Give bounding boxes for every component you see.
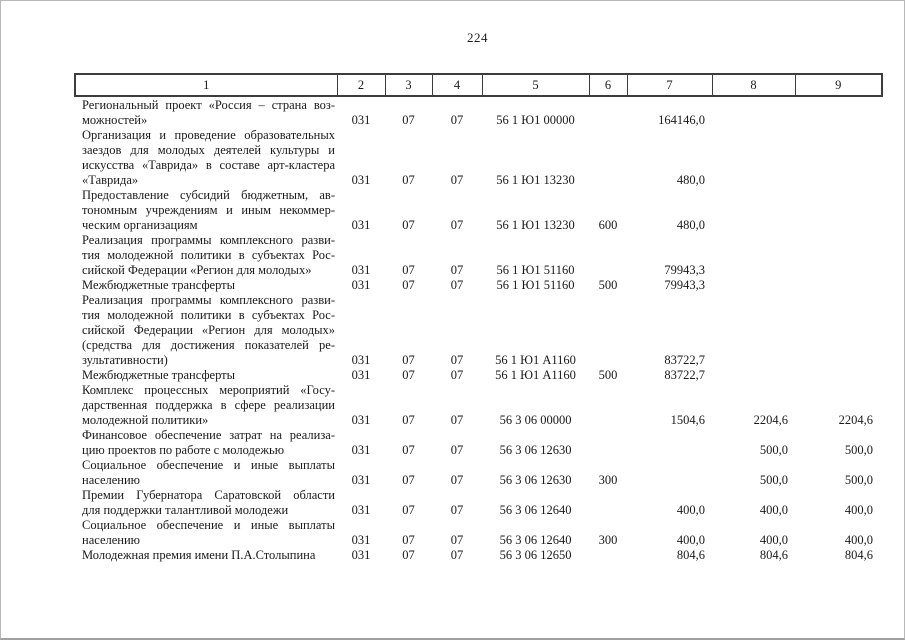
code-cell: 07 (450, 533, 464, 547)
row-title-cell (75, 458, 337, 488)
row-title-line: тономным учреждениям и иным некоммер- (82, 203, 335, 217)
row-title-line: тия молодежной политики в субъектах Рос- (82, 308, 335, 322)
row-title-cell (75, 233, 337, 278)
code-cell: 07 (450, 113, 464, 127)
code-cell: 07 (450, 548, 464, 562)
table-row (75, 458, 882, 488)
amount-cell: 500,0 (759, 473, 788, 487)
code-cell: 07 (402, 473, 415, 487)
code-cell (589, 128, 627, 188)
code-cell: 07 (450, 503, 464, 517)
amount-cell: 480,0 (676, 173, 705, 187)
table-row (75, 518, 882, 548)
amount-cell (627, 428, 712, 458)
amount-cell (712, 96, 795, 128)
row-title-line: Молодежная премия имени П.А.Столыпина (82, 548, 316, 562)
row-title-cell (75, 293, 337, 368)
row-title-line: Социальное обеспечение и иные выплаты (82, 458, 335, 472)
code-cell: 07 (450, 263, 464, 277)
row-title-line: ческим организациям (82, 218, 198, 232)
table-row (75, 233, 882, 278)
code-cell: 56 3 06 12650 (499, 548, 572, 562)
code-cell: 07 (402, 533, 415, 547)
code-cell: 07 (402, 263, 415, 277)
code-cell: 56 1 Ю1 00000 (496, 113, 575, 127)
row-title-cell (75, 518, 337, 548)
amount-cell (712, 233, 795, 278)
code-cell: 031 (351, 113, 371, 127)
amount-cell: 500,0 (844, 473, 873, 487)
row-title-line: Предоставление субсидий бюджетным, ав- (82, 188, 335, 202)
code-cell: 07 (450, 443, 464, 457)
table-row (75, 368, 882, 383)
column-header: 1 (75, 74, 337, 96)
code-cell: 56 3 06 12640 (499, 503, 572, 517)
row-title-line: Межбюджетные трансферты (82, 278, 236, 292)
code-cell: 07 (450, 413, 464, 427)
row-title-line: для поддержки талантливой молодежи (82, 503, 289, 517)
code-cell: 07 (450, 368, 464, 382)
amount-cell: 2204,6 (838, 413, 873, 427)
row-title-line: можностей» (82, 113, 148, 127)
row-title-line: Реализация программы комплексного разви- (82, 233, 335, 247)
amount-cell (795, 96, 882, 128)
row-title-line: Региональный проект «Россия – страна воз- (82, 98, 335, 112)
code-cell: 300 (598, 533, 618, 547)
row-title-line: сийской Федерации «Регион для молодых» (82, 323, 335, 337)
code-cell (589, 383, 627, 428)
row-title-line: дарственная поддержка в сфере реализации (82, 398, 335, 412)
code-cell: 031 (351, 368, 371, 382)
amount-cell: 804,6 (676, 548, 705, 562)
amount-cell: 83722,7 (664, 368, 705, 382)
row-title-cell (75, 96, 337, 128)
code-cell: 031 (351, 413, 371, 427)
amount-cell: 79943,3 (664, 278, 705, 292)
amount-cell: 500,0 (759, 443, 788, 457)
amount-cell: 83722,7 (664, 353, 705, 367)
row-title-cell (75, 128, 337, 188)
table-row (75, 383, 882, 428)
amount-cell (712, 293, 795, 368)
code-cell: 07 (402, 173, 415, 187)
row-title-cell (75, 383, 337, 428)
code-cell: 031 (351, 473, 371, 487)
table-row (75, 188, 882, 233)
row-title-line: Межбюджетные трансферты (82, 368, 236, 382)
code-cell: 56 1 Ю1 А1160 (495, 368, 576, 382)
code-cell: 07 (402, 368, 415, 382)
amount-cell: 400,0 (759, 503, 788, 517)
code-cell: 031 (351, 443, 371, 457)
column-header: 6 (589, 74, 627, 96)
code-cell: 07 (402, 443, 415, 457)
row-title-line: населению (82, 533, 140, 547)
table-row (75, 96, 882, 128)
amount-cell (627, 458, 712, 488)
amount-cell (795, 278, 882, 293)
row-title-line: искусства «Таврида» в составе арт-кластера (82, 158, 335, 172)
code-cell: 031 (351, 353, 371, 367)
code-cell: 56 3 06 12640 (499, 533, 572, 547)
row-title-line: заездов для молодых деятелей культуры и (82, 143, 335, 157)
amount-cell: 79943,3 (664, 263, 705, 277)
code-cell: 07 (450, 278, 464, 292)
row-title-cell (75, 368, 337, 383)
column-header: 8 (712, 74, 795, 96)
row-title-line: сийской Федерации «Регион для молодых» (82, 263, 312, 277)
amount-cell (795, 128, 882, 188)
code-cell: 56 3 06 00000 (499, 413, 572, 427)
code-cell: 500 (598, 368, 618, 382)
row-title-line: цию проектов по работе с молодежью (82, 443, 285, 457)
column-header: 4 (432, 74, 482, 96)
code-cell: 600 (598, 218, 618, 232)
amount-cell: 400,0 (844, 503, 873, 517)
table-row (75, 548, 882, 563)
amount-cell: 400,0 (676, 533, 705, 547)
amount-cell (795, 188, 882, 233)
code-cell: 031 (351, 263, 371, 277)
row-title-line: (средства для достижения показателей ре- (82, 338, 335, 352)
row-title-line: Финансовое обеспечение затрат на реализа- (82, 428, 335, 442)
table-row (75, 428, 882, 458)
code-cell: 07 (450, 473, 464, 487)
amount-cell (795, 233, 882, 278)
row-title-line: Комплекс процессных мероприятий «Госу- (82, 383, 335, 397)
row-title-cell (75, 548, 337, 563)
code-cell: 56 1 Ю1 А1160 (495, 353, 576, 367)
row-title-cell (75, 278, 337, 293)
code-cell: 07 (402, 548, 415, 562)
code-cell: 031 (351, 173, 371, 187)
amount-cell: 164146,0 (658, 113, 705, 127)
row-title-line: Социальное обеспечение и иные выплаты (82, 518, 335, 532)
amount-cell: 400,0 (676, 503, 705, 517)
amount-cell (795, 293, 882, 368)
table-row (75, 278, 882, 293)
amount-cell: 400,0 (844, 533, 873, 547)
amount-cell: 2204,6 (753, 413, 788, 427)
amount-cell: 804,6 (759, 548, 788, 562)
code-cell: 07 (402, 218, 415, 232)
code-cell: 300 (598, 473, 618, 487)
code-cell (589, 293, 627, 368)
code-cell: 56 3 06 12630 (499, 473, 572, 487)
code-cell: 07 (402, 353, 415, 367)
budget-table (74, 73, 883, 563)
row-title-line: молодежной политики» (82, 413, 209, 427)
amount-cell (712, 278, 795, 293)
code-cell: 56 1 Ю1 51160 (496, 278, 575, 292)
amount-cell: 1504,6 (670, 413, 705, 427)
page-number: 224 (467, 30, 488, 45)
amount-cell (712, 368, 795, 383)
code-cell (589, 488, 627, 518)
code-cell (589, 428, 627, 458)
row-title-line: Реализация программы комплексного разви- (82, 293, 335, 307)
code-cell: 031 (351, 278, 371, 292)
column-header: 7 (627, 74, 712, 96)
row-title-line: «Таврида» (82, 173, 139, 187)
amount-cell: 400,0 (759, 533, 788, 547)
code-cell (589, 548, 627, 563)
row-title-line: зультативности) (82, 353, 168, 367)
amount-cell: 804,6 (844, 548, 873, 562)
amount-cell (712, 128, 795, 188)
table-row (75, 293, 882, 368)
amount-cell (712, 188, 795, 233)
row-title-line: Премии Губернатора Саратовской области (82, 488, 335, 502)
code-cell: 031 (351, 533, 371, 547)
column-header: 3 (385, 74, 432, 96)
table-row (75, 488, 882, 518)
code-cell: 07 (450, 218, 464, 232)
code-cell: 031 (351, 218, 371, 232)
code-cell: 07 (450, 173, 464, 187)
code-cell: 07 (402, 503, 415, 517)
amount-cell (795, 368, 882, 383)
column-header: 5 (482, 74, 589, 96)
column-header: 9 (795, 74, 882, 96)
row-title-cell (75, 428, 337, 458)
code-cell: 500 (598, 278, 618, 292)
table-row (75, 128, 882, 188)
code-cell: 07 (402, 413, 415, 427)
amount-cell: 480,0 (676, 218, 705, 232)
code-cell (589, 96, 627, 128)
amount-cell: 500,0 (844, 443, 873, 457)
table-body (75, 96, 882, 563)
row-title-line: населению (82, 473, 140, 487)
row-title-cell (75, 188, 337, 233)
code-cell: 56 3 06 12630 (499, 443, 572, 457)
code-cell: 07 (402, 113, 415, 127)
code-cell: 56 1 Ю1 51160 (496, 263, 575, 277)
column-header: 2 (337, 74, 385, 96)
row-title-line: Организация и проведение образовательных (82, 128, 335, 142)
code-cell: 031 (351, 503, 371, 517)
table-header-row (75, 74, 882, 96)
code-cell: 031 (351, 548, 371, 562)
code-cell: 07 (450, 353, 464, 367)
row-title-cell (75, 488, 337, 518)
code-cell: 56 1 Ю1 13230 (496, 218, 575, 232)
row-title-line: тия молодежной политики в субъектах Рос- (82, 248, 335, 262)
code-cell: 07 (402, 278, 415, 292)
code-cell (589, 233, 627, 278)
code-cell: 56 1 Ю1 13230 (496, 173, 575, 187)
